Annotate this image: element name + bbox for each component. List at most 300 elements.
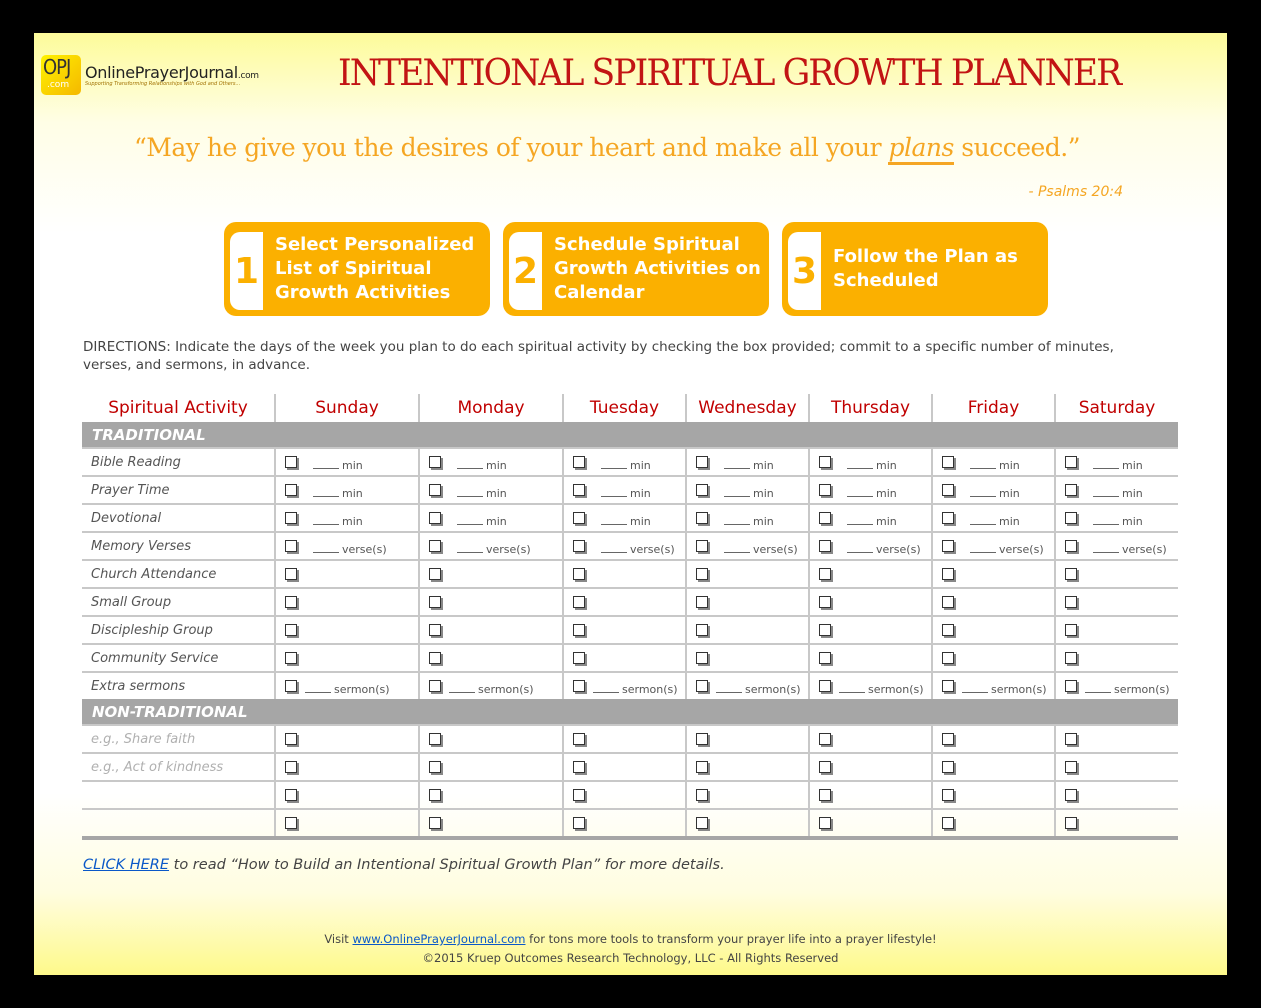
table-row <box>82 448 1178 476</box>
checkbox[interactable] <box>819 761 831 773</box>
day-cell-friday <box>932 781 1055 809</box>
day-cell-monday <box>419 616 563 644</box>
day-cell-saturday <box>1055 725 1178 753</box>
day-cell-sunday <box>275 644 419 672</box>
header-day-saturday: Saturday <box>1055 394 1178 422</box>
day-cell-thursday <box>809 504 932 532</box>
day-cell-wednesday <box>686 448 809 476</box>
checkbox[interactable] <box>1065 484 1077 496</box>
checkbox[interactable] <box>696 789 708 801</box>
day-cell-friday <box>932 560 1055 588</box>
quantity-blank[interactable] <box>839 680 865 693</box>
day-cell-saturday <box>1055 476 1178 504</box>
quantity-blank[interactable] <box>970 512 996 525</box>
checkbox[interactable] <box>819 624 831 636</box>
activity-name[interactable]: Bible Reading <box>82 448 275 476</box>
table-row <box>82 560 1178 588</box>
checkbox[interactable] <box>942 568 954 580</box>
quantity-blank[interactable] <box>457 456 483 469</box>
more-details-line <box>83 857 725 873</box>
unit-label: verse(s) <box>1122 542 1167 556</box>
section-row <box>82 422 1178 448</box>
day-cell-monday <box>419 532 563 560</box>
day-cell-monday <box>419 809 563 838</box>
day-cell-saturday <box>1055 809 1178 838</box>
step-2 <box>503 222 769 316</box>
checkbox[interactable] <box>285 624 297 636</box>
day-cell-tuesday <box>563 644 686 672</box>
quantity-blank[interactable] <box>724 540 750 553</box>
day-cell-wednesday <box>686 725 809 753</box>
quote-citation: - Psalms 20:4 <box>1028 184 1123 200</box>
step-3 <box>782 222 1048 316</box>
activity-name[interactable] <box>82 809 275 838</box>
logo-name-suffix: .com <box>237 71 259 81</box>
checkbox[interactable] <box>942 817 954 829</box>
checkbox[interactable] <box>942 456 954 468</box>
day-cell-wednesday <box>686 476 809 504</box>
checkbox[interactable] <box>429 652 441 664</box>
checkbox[interactable] <box>942 652 954 664</box>
page-title: INTENTIONAL SPIRITUAL GROWTH PLANNER <box>338 53 1121 94</box>
checkbox[interactable] <box>696 596 708 608</box>
checkbox[interactable] <box>942 733 954 745</box>
steps-row <box>224 222 1048 316</box>
activity-planner-table <box>82 394 1178 840</box>
day-cell-thursday <box>809 809 932 838</box>
section-row <box>82 699 1178 725</box>
checkbox[interactable] <box>696 733 708 745</box>
unit-label: verse(s) <box>342 542 387 556</box>
checkbox[interactable] <box>696 568 708 580</box>
unit-label: min <box>486 458 507 472</box>
checkbox[interactable] <box>429 624 441 636</box>
activity-name[interactable]: e.g., Act of kindness <box>82 753 275 781</box>
unit-label: verse(s) <box>999 542 1044 556</box>
day-cell-wednesday <box>686 753 809 781</box>
table-row <box>82 588 1178 616</box>
checkbox[interactable] <box>429 733 441 745</box>
site-link[interactable]: www.OnlinePrayerJournal.com <box>352 932 526 946</box>
footer-copyright: ©2015 Kruep Outcomes Research Technology, LLC - All Rights Reserved <box>422 951 839 965</box>
checkbox[interactable] <box>573 456 585 468</box>
day-cell-saturday <box>1055 448 1178 476</box>
activity-name[interactable]: e.g., Share faith <box>82 725 275 753</box>
table-row <box>82 504 1178 532</box>
section-title: NON-TRADITIONAL <box>82 699 1178 725</box>
day-cell-sunday <box>275 560 419 588</box>
checkbox[interactable] <box>1065 789 1077 801</box>
section-title: TRADITIONAL <box>82 422 1178 448</box>
more-details-text: to read “How to Build an Intentional Spiritual Growth Plan” for more details. <box>169 857 725 873</box>
day-cell-monday <box>419 725 563 753</box>
unit-label: min <box>1122 486 1143 500</box>
quantity-blank[interactable] <box>847 456 873 469</box>
quantity-blank[interactable] <box>457 484 483 497</box>
quantity-blank[interactable] <box>601 512 627 525</box>
unit-label: sermon(s) <box>745 682 801 696</box>
checkbox[interactable] <box>285 568 297 580</box>
step-label: Select Personalized List of Spiritual Growth Activities <box>275 234 475 303</box>
unit-label: min <box>753 514 774 528</box>
checkbox[interactable] <box>819 540 831 552</box>
checkbox[interactable] <box>285 817 297 829</box>
activity-name[interactable]: Church Attendance <box>82 560 275 588</box>
day-cell-tuesday <box>563 616 686 644</box>
day-cell-sunday <box>275 809 419 838</box>
unit-label: verse(s) <box>486 542 531 556</box>
day-cell-sunday <box>275 753 419 781</box>
quantity-blank[interactable] <box>449 680 475 693</box>
day-cell-sunday <box>275 588 419 616</box>
checkbox[interactable] <box>942 680 954 692</box>
quantity-blank[interactable] <box>970 540 996 553</box>
step-1 <box>224 222 490 316</box>
unit-label: min <box>486 514 507 528</box>
quantity-blank[interactable] <box>313 484 339 497</box>
checkbox[interactable] <box>429 568 441 580</box>
quantity-blank[interactable] <box>313 456 339 469</box>
day-cell-saturday <box>1055 672 1178 699</box>
day-cell-friday <box>932 753 1055 781</box>
checkbox[interactable] <box>573 789 585 801</box>
table-row <box>82 532 1178 560</box>
checkbox[interactable] <box>573 733 585 745</box>
logo-name <box>85 63 259 82</box>
day-cell-tuesday <box>563 560 686 588</box>
day-cell-thursday <box>809 448 932 476</box>
day-cell-friday <box>932 616 1055 644</box>
day-cell-monday <box>419 504 563 532</box>
click-here-link[interactable]: CLICK HERE <box>83 857 170 873</box>
quantity-blank[interactable] <box>970 484 996 497</box>
unit-label: min <box>1122 458 1143 472</box>
checkbox[interactable] <box>942 512 954 524</box>
activity-name[interactable]: Prayer Time <box>82 476 275 504</box>
quantity-blank[interactable] <box>457 540 483 553</box>
checkbox[interactable] <box>819 596 831 608</box>
activity-name[interactable]: Discipleship Group <box>82 616 275 644</box>
checkbox[interactable] <box>285 456 297 468</box>
checkbox[interactable] <box>696 680 708 692</box>
day-cell-sunday <box>275 672 419 699</box>
activity-name[interactable]: Devotional <box>82 504 275 532</box>
day-cell-friday <box>932 504 1055 532</box>
checkbox[interactable] <box>285 484 297 496</box>
unit-label: min <box>999 486 1020 500</box>
checkbox[interactable] <box>429 789 441 801</box>
unit-label: min <box>342 486 363 500</box>
day-cell-sunday <box>275 616 419 644</box>
day-cell-sunday <box>275 504 419 532</box>
checkbox[interactable] <box>819 456 831 468</box>
checkbox[interactable] <box>429 540 441 552</box>
day-cell-tuesday <box>563 809 686 838</box>
day-cell-monday <box>419 672 563 699</box>
checkbox[interactable] <box>429 512 441 524</box>
checkbox[interactable] <box>696 540 708 552</box>
checkbox[interactable] <box>573 540 585 552</box>
checkbox[interactable] <box>942 484 954 496</box>
unit-label: verse(s) <box>876 542 921 556</box>
quantity-blank[interactable] <box>847 540 873 553</box>
unit-label: min <box>753 486 774 500</box>
day-cell-friday <box>932 809 1055 838</box>
unit-label: min <box>630 514 651 528</box>
checkbox[interactable] <box>429 761 441 773</box>
day-cell-friday <box>932 672 1055 699</box>
unit-label: verse(s) <box>753 542 798 556</box>
day-cell-thursday <box>809 753 932 781</box>
activity-name[interactable]: Extra sermons <box>82 672 275 699</box>
table-row <box>82 476 1178 504</box>
day-cell-thursday <box>809 476 932 504</box>
checkbox[interactable] <box>819 817 831 829</box>
table-row <box>82 753 1178 781</box>
day-cell-tuesday <box>563 504 686 532</box>
table-header-row <box>82 394 1178 422</box>
checkbox[interactable] <box>696 761 708 773</box>
checkbox[interactable] <box>942 596 954 608</box>
quote-emphasis: plans <box>888 133 953 165</box>
table-row <box>82 644 1178 672</box>
checkbox[interactable] <box>1065 652 1077 664</box>
quantity-blank[interactable] <box>601 456 627 469</box>
table-body <box>82 422 1178 838</box>
quantity-blank[interactable] <box>1093 484 1119 497</box>
unit-label: sermon(s) <box>1114 682 1170 696</box>
planner-page <box>34 33 1227 975</box>
checkbox[interactable] <box>285 680 297 692</box>
checkbox[interactable] <box>819 680 831 692</box>
day-cell-monday <box>419 448 563 476</box>
quantity-blank[interactable] <box>305 680 331 693</box>
site-logo[interactable] <box>41 55 259 95</box>
quantity-blank[interactable] <box>593 680 619 693</box>
day-cell-thursday <box>809 616 932 644</box>
quantity-blank[interactable] <box>970 456 996 469</box>
logo-tagline: Supporting Transforming Relationships with God and Others... <box>85 81 241 87</box>
logo-badge-sub: .com <box>47 80 70 90</box>
checkbox[interactable] <box>285 761 297 773</box>
day-cell-thursday <box>809 588 932 616</box>
quantity-blank[interactable] <box>962 680 988 693</box>
checkbox[interactable] <box>285 789 297 801</box>
checkbox[interactable] <box>819 652 831 664</box>
day-cell-thursday <box>809 725 932 753</box>
quantity-blank[interactable] <box>1085 680 1111 693</box>
checkbox[interactable] <box>942 624 954 636</box>
checkbox[interactable] <box>696 456 708 468</box>
checkbox[interactable] <box>285 652 297 664</box>
day-cell-monday <box>419 753 563 781</box>
checkbox[interactable] <box>573 680 585 692</box>
day-cell-monday <box>419 476 563 504</box>
day-cell-saturday <box>1055 532 1178 560</box>
unit-label: min <box>753 458 774 472</box>
table-row <box>82 725 1178 753</box>
opj-logo-icon <box>41 55 81 95</box>
checkbox[interactable] <box>696 624 708 636</box>
unit-label: verse(s) <box>630 542 675 556</box>
quantity-blank[interactable] <box>313 512 339 525</box>
checkbox[interactable] <box>1065 624 1077 636</box>
day-cell-thursday <box>809 672 932 699</box>
quantity-blank[interactable] <box>716 680 742 693</box>
checkbox[interactable] <box>573 596 585 608</box>
checkbox[interactable] <box>1065 761 1077 773</box>
day-cell-wednesday <box>686 532 809 560</box>
table-row <box>82 672 1178 699</box>
checkbox[interactable] <box>942 761 954 773</box>
activity-name[interactable]: Memory Verses <box>82 532 275 560</box>
checkbox[interactable] <box>696 817 708 829</box>
day-cell-wednesday <box>686 504 809 532</box>
quantity-blank[interactable] <box>847 512 873 525</box>
table-row <box>82 616 1178 644</box>
unit-label: min <box>630 458 651 472</box>
checkbox[interactable] <box>573 624 585 636</box>
checkbox[interactable] <box>285 596 297 608</box>
checkbox[interactable] <box>429 596 441 608</box>
day-cell-saturday <box>1055 560 1178 588</box>
activity-name[interactable]: Community Service <box>82 644 275 672</box>
day-cell-saturday <box>1055 588 1178 616</box>
unit-label: min <box>342 458 363 472</box>
quantity-blank[interactable] <box>457 512 483 525</box>
day-cell-tuesday <box>563 672 686 699</box>
header-day-thursday: Thursday <box>809 394 932 422</box>
checkbox[interactable] <box>1065 680 1077 692</box>
checkbox[interactable] <box>696 512 708 524</box>
checkbox[interactable] <box>1065 733 1077 745</box>
quantity-blank[interactable] <box>724 484 750 497</box>
header-day-wednesday: Wednesday <box>686 394 809 422</box>
checkbox[interactable] <box>696 484 708 496</box>
step-number: 3 <box>791 250 818 292</box>
day-cell-saturday <box>1055 781 1178 809</box>
day-cell-tuesday <box>563 448 686 476</box>
checkbox[interactable] <box>819 484 831 496</box>
quantity-blank[interactable] <box>1093 540 1119 553</box>
quantity-blank[interactable] <box>724 512 750 525</box>
day-cell-tuesday <box>563 781 686 809</box>
unit-label: sermon(s) <box>622 682 678 696</box>
footer-visit-rest: for tons more tools to transform your prayer life into a prayer lifestyle! <box>525 932 937 946</box>
day-cell-tuesday <box>563 532 686 560</box>
scripture-quote <box>134 133 1134 162</box>
day-cell-friday <box>932 476 1055 504</box>
table-row <box>82 781 1178 809</box>
quantity-blank[interactable] <box>724 456 750 469</box>
unit-label: min <box>876 514 897 528</box>
day-cell-friday <box>932 448 1055 476</box>
footer-visit-line <box>34 932 1227 946</box>
day-cell-friday <box>932 532 1055 560</box>
checkbox[interactable] <box>429 817 441 829</box>
checkbox[interactable] <box>1065 512 1077 524</box>
checkbox[interactable] <box>573 761 585 773</box>
quantity-blank[interactable] <box>601 540 627 553</box>
day-cell-thursday <box>809 532 932 560</box>
checkbox[interactable] <box>819 512 831 524</box>
checkbox[interactable] <box>573 484 585 496</box>
day-cell-sunday <box>275 725 419 753</box>
step-label: Follow the Plan as Scheduled <box>833 246 1018 291</box>
day-cell-thursday <box>809 644 932 672</box>
checkbox[interactable] <box>285 512 297 524</box>
unit-label: min <box>486 486 507 500</box>
table-row <box>82 809 1178 838</box>
day-cell-tuesday <box>563 588 686 616</box>
unit-label: min <box>1122 514 1143 528</box>
day-cell-wednesday <box>686 616 809 644</box>
unit-label: min <box>630 486 651 500</box>
unit-label: min <box>999 458 1020 472</box>
day-cell-tuesday <box>563 725 686 753</box>
day-cell-monday <box>419 588 563 616</box>
checkbox[interactable] <box>1065 596 1077 608</box>
header-spiritual-activity: Spiritual Activity <box>108 398 248 418</box>
day-cell-saturday <box>1055 504 1178 532</box>
day-cell-friday <box>932 588 1055 616</box>
day-cell-friday <box>932 644 1055 672</box>
checkbox[interactable] <box>573 512 585 524</box>
quantity-blank[interactable] <box>847 484 873 497</box>
checkbox[interactable] <box>1065 456 1077 468</box>
checkbox[interactable] <box>429 680 441 692</box>
day-cell-saturday <box>1055 616 1178 644</box>
checkbox[interactable] <box>1065 540 1077 552</box>
quote-open: “May he give you the desires of your heart and make all your <box>134 133 889 162</box>
day-cell-wednesday <box>686 644 809 672</box>
unit-label: min <box>342 514 363 528</box>
checkbox[interactable] <box>285 733 297 745</box>
quantity-blank[interactable] <box>1093 512 1119 525</box>
day-cell-sunday <box>275 448 419 476</box>
checkbox[interactable] <box>942 789 954 801</box>
header-day-tuesday: Tuesday <box>563 394 686 422</box>
checkbox[interactable] <box>819 568 831 580</box>
quantity-blank[interactable] <box>601 484 627 497</box>
checkbox[interactable] <box>819 733 831 745</box>
activity-name[interactable]: Small Group <box>82 588 275 616</box>
day-cell-monday <box>419 560 563 588</box>
checkbox[interactable] <box>696 652 708 664</box>
quantity-blank[interactable] <box>1093 456 1119 469</box>
checkbox[interactable] <box>1065 817 1077 829</box>
checkbox[interactable] <box>942 540 954 552</box>
checkbox[interactable] <box>429 456 441 468</box>
checkbox[interactable] <box>573 568 585 580</box>
day-cell-wednesday <box>686 781 809 809</box>
checkbox[interactable] <box>1065 568 1077 580</box>
quantity-blank[interactable] <box>313 540 339 553</box>
step-number: 1 <box>233 250 260 292</box>
day-cell-saturday <box>1055 644 1178 672</box>
checkbox[interactable] <box>573 817 585 829</box>
checkbox[interactable] <box>285 540 297 552</box>
checkbox[interactable] <box>429 484 441 496</box>
checkbox[interactable] <box>573 652 585 664</box>
day-cell-tuesday <box>563 753 686 781</box>
day-cell-wednesday <box>686 560 809 588</box>
day-cell-wednesday <box>686 588 809 616</box>
header-day-friday: Friday <box>932 394 1055 422</box>
checkbox[interactable] <box>819 789 831 801</box>
day-cell-monday <box>419 644 563 672</box>
activity-name[interactable] <box>82 781 275 809</box>
